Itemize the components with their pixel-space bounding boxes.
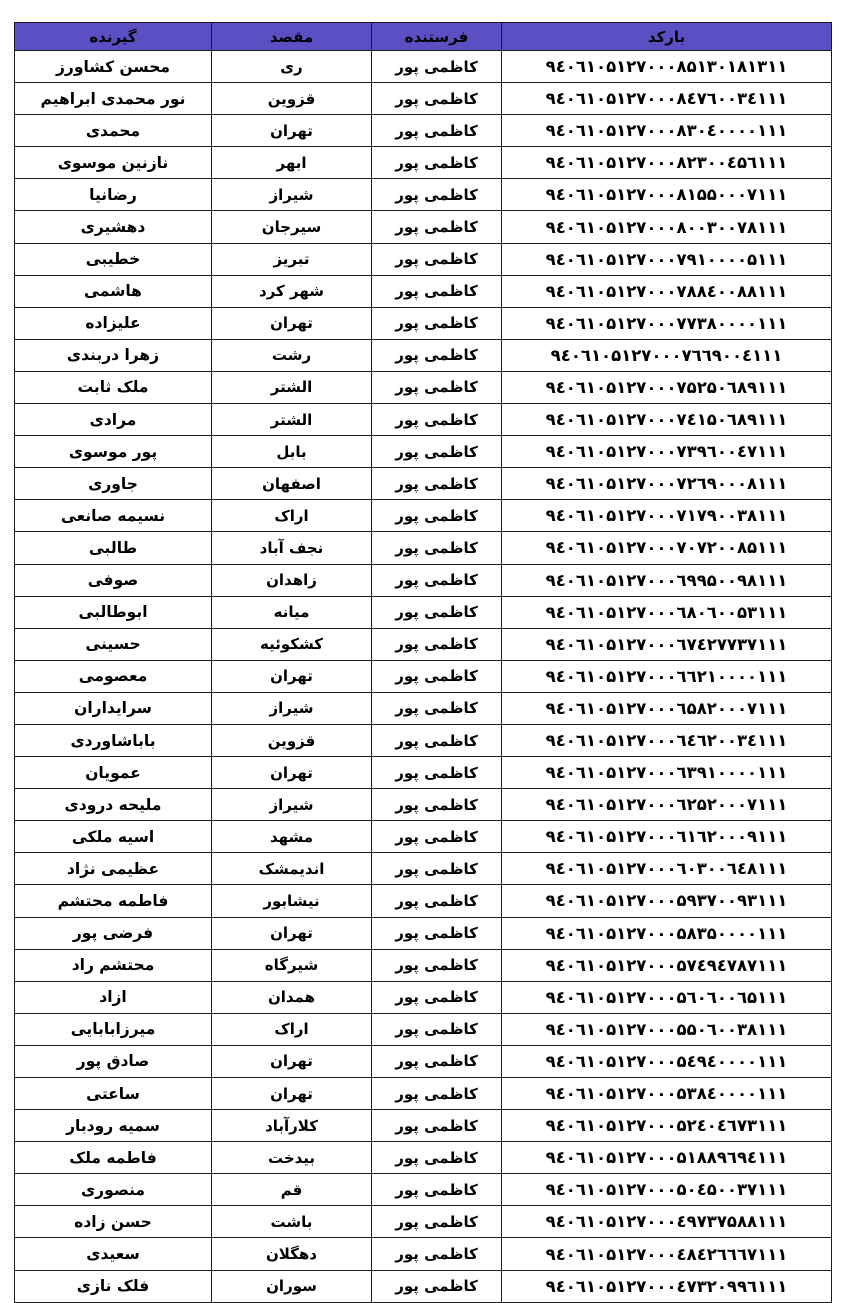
cell-destination: بابل bbox=[212, 436, 372, 468]
cell-sender: کاظمی پور bbox=[372, 981, 502, 1013]
cell-barcode: ۹٤۰٦۱۰۵۱۲۷۰۰۰٦٤٦۲۰۰۳٤۱۱۱ bbox=[502, 724, 832, 756]
table-row bbox=[15, 981, 832, 1013]
cell-barcode: ۹٤۰٦۱۰۵۱۲۷۰۰۰٧٧۳۸۰۰۰۰۱۱۱ bbox=[502, 307, 832, 339]
cell-recipient: حسینی bbox=[15, 628, 212, 660]
cell-barcode: ۹٤۰٦۱۰۵۱۲۷۰۰۰٦۱٦۲۰۰۰۹۱۱۱ bbox=[502, 821, 832, 853]
cell-barcode: ۹٤۰٦۱۰۵۱۲۷۰۰۰٧۲٦۹۰۰۰۸۱۱۱ bbox=[502, 468, 832, 500]
cell-sender: کاظمی پور bbox=[372, 500, 502, 532]
cell-sender: کاظمی پور bbox=[372, 1238, 502, 1270]
cell-sender: کاظمی پور bbox=[372, 147, 502, 179]
cell-sender: کاظمی پور bbox=[372, 83, 502, 115]
table-row bbox=[15, 307, 832, 339]
cell-sender: کاظمی پور bbox=[372, 1078, 502, 1110]
cell-sender: کاظمی پور bbox=[372, 532, 502, 564]
cell-barcode: ۹٤۰٦۱۰۵۱۲۷۰۰۰٧٦٦۹۰۰٤۱۱۱ bbox=[502, 339, 832, 371]
cell-recipient: فاطمه محتشم bbox=[15, 885, 212, 917]
cell-sender: کاظمی پور bbox=[372, 564, 502, 596]
cell-recipient: محتشم راد bbox=[15, 949, 212, 981]
cell-sender: کاظمی پور bbox=[372, 821, 502, 853]
cell-destination: شهر کرد bbox=[212, 275, 372, 307]
table-row bbox=[15, 243, 832, 275]
cell-destination: رشت bbox=[212, 339, 372, 371]
table-row bbox=[15, 1045, 832, 1077]
cell-destination: الشتر bbox=[212, 371, 372, 403]
table-row bbox=[15, 1110, 832, 1142]
cell-sender: کاظمی پور bbox=[372, 243, 502, 275]
table-row bbox=[15, 660, 832, 692]
cell-sender: کاظمی پور bbox=[372, 1013, 502, 1045]
cell-barcode: ۹٤۰٦۱۰۵۱۲۷۰۰۰۵۸۳۵۰۰۰۰۱۱۱ bbox=[502, 917, 832, 949]
cell-destination: تهران bbox=[212, 1045, 372, 1077]
cell-barcode: ۹٤۰٦۱۰۵۱۲۷۰۰۰۸۲۳۰۰٤۵٦۱۱۱ bbox=[502, 147, 832, 179]
cell-barcode: ۹٤۰٦۱۰۵۱۲۷۰۰۰٧۱٧۹۰۰۳۸۱۱۱ bbox=[502, 500, 832, 532]
table-row bbox=[15, 532, 832, 564]
cell-destination: ری bbox=[212, 51, 372, 83]
cell-destination: تهران bbox=[212, 917, 372, 949]
table-row bbox=[15, 339, 832, 371]
table-row bbox=[15, 853, 832, 885]
cell-destination: سوران bbox=[212, 1270, 372, 1302]
cell-recipient: ساعتی bbox=[15, 1078, 212, 1110]
cell-sender: کاظمی پور bbox=[372, 307, 502, 339]
cell-sender: کاظمی پور bbox=[372, 211, 502, 243]
cell-recipient: عظیمی نژاد bbox=[15, 853, 212, 885]
column-header-barcode: بارکد bbox=[502, 23, 832, 51]
cell-recipient: رضانیا bbox=[15, 179, 212, 211]
cell-sender: کاظمی پور bbox=[372, 1270, 502, 1302]
cell-destination: اراک bbox=[212, 1013, 372, 1045]
cell-sender: کاظمی پور bbox=[372, 468, 502, 500]
cell-sender: کاظمی پور bbox=[372, 1206, 502, 1238]
cell-recipient: میرزابابایی bbox=[15, 1013, 212, 1045]
cell-barcode: ۹٤۰٦۱۰۵۱۲۷۰۰۰۸۰۰۳۰۰٧۸۱۱۱ bbox=[502, 211, 832, 243]
cell-barcode: ۹٤۰٦۱۰۵۱۲۷۰۰۰۵۱۸۸۹٦۹٤۱۱۱ bbox=[502, 1142, 832, 1174]
cell-sender: کاظمی پور bbox=[372, 724, 502, 756]
cell-recipient: سمیه رودبار bbox=[15, 1110, 212, 1142]
cell-recipient: ازاد bbox=[15, 981, 212, 1013]
cell-sender: کاظمی پور bbox=[372, 371, 502, 403]
cell-destination: زاهدان bbox=[212, 564, 372, 596]
cell-sender: کاظمی پور bbox=[372, 853, 502, 885]
table-row bbox=[15, 1174, 832, 1206]
cell-barcode: ۹٤۰٦۱۰۵۱۲۷۰۰۰۵٧٤۹٤٧۸٧۱۱۱ bbox=[502, 949, 832, 981]
cell-recipient: طالبی bbox=[15, 532, 212, 564]
cell-recipient: ملک ثابت bbox=[15, 371, 212, 403]
cell-destination: اندیمشک bbox=[212, 853, 372, 885]
cell-recipient: اسیه ملکی bbox=[15, 821, 212, 853]
shipments-table bbox=[14, 22, 832, 1303]
cell-barcode: ۹٤۰٦۱۰۵۱۲۷۰۰۰٧۵۲۵۰٦۸۹۱۱۱ bbox=[502, 371, 832, 403]
cell-barcode: ۹٤۰٦۱۰۵۱۲۷۰۰۰۸٤٧٦۰۰۳٤۱۱۱ bbox=[502, 83, 832, 115]
cell-barcode: ۹٤۰٦۱۰۵۱۲۷۰۰۰٤۹٧۳٧۵۸۸۱۱۱ bbox=[502, 1206, 832, 1238]
cell-destination: نجف آباد bbox=[212, 532, 372, 564]
table-row bbox=[15, 115, 832, 147]
cell-barcode: ۹٤۰٦۱۰۵۱۲۷۰۰۰۵۳۸٤۰۰۰۰۱۱۱ bbox=[502, 1078, 832, 1110]
table-row bbox=[15, 885, 832, 917]
cell-recipient: عمویان bbox=[15, 757, 212, 789]
table-row bbox=[15, 757, 832, 789]
table-row bbox=[15, 179, 832, 211]
cell-barcode: ۹٤۰٦۱۰۵۱۲۷۰۰۰٦٦۲۱۰۰۰۰۱۱۱ bbox=[502, 660, 832, 692]
cell-destination: مشهد bbox=[212, 821, 372, 853]
cell-recipient: مرادی bbox=[15, 404, 212, 436]
cell-destination: دهگلان bbox=[212, 1238, 372, 1270]
column-header-recipient: گیرنده bbox=[15, 23, 212, 51]
table-row bbox=[15, 51, 832, 83]
cell-destination: نیشابور bbox=[212, 885, 372, 917]
cell-barcode: ۹٤۰٦۱۰۵۱۲۷۰۰۰۵۹۳٧۰۰۹۳۱۱۱ bbox=[502, 885, 832, 917]
table-row bbox=[15, 500, 832, 532]
cell-destination: همدان bbox=[212, 981, 372, 1013]
cell-sender: کاظمی پور bbox=[372, 757, 502, 789]
cell-recipient: فرضی پور bbox=[15, 917, 212, 949]
cell-barcode: ۹٤۰٦۱۰۵۱۲۷۰۰۰۸۳۰٤۰۰۰۰۱۱۱ bbox=[502, 115, 832, 147]
cell-destination: قزوین bbox=[212, 83, 372, 115]
cell-barcode: ۹٤۰٦۱۰۵۱۲۷۰۰۰٧۳۹٦۰۰٤٧۱۱۱ bbox=[502, 436, 832, 468]
cell-recipient: پور موسوی bbox=[15, 436, 212, 468]
cell-sender: کاظمی پور bbox=[372, 692, 502, 724]
cell-sender: کاظمی پور bbox=[372, 628, 502, 660]
table-row bbox=[15, 371, 832, 403]
cell-destination: تهران bbox=[212, 757, 372, 789]
cell-recipient: باباشاوردی bbox=[15, 724, 212, 756]
cell-barcode: ۹٤۰٦۱۰۵۱۲۷۰۰۰۸۵۱۳۰۱۸۱۳۱۱ bbox=[502, 51, 832, 83]
cell-barcode: ۹٤۰٦۱۰۵۱۲۷۰۰۰٦۹۹۵۰۰۹۸۱۱۱ bbox=[502, 564, 832, 596]
cell-recipient: خطیبی bbox=[15, 243, 212, 275]
cell-sender: کاظمی پور bbox=[372, 1045, 502, 1077]
cell-sender: کاظمی پور bbox=[372, 1110, 502, 1142]
table-row bbox=[15, 724, 832, 756]
table-row bbox=[15, 917, 832, 949]
table-row bbox=[15, 1270, 832, 1302]
cell-barcode: ۹٤۰٦۱۰۵۱۲۷۰۰۰۵٦۰٦۰۰٦۵۱۱۱ bbox=[502, 981, 832, 1013]
cell-destination: تهران bbox=[212, 660, 372, 692]
cell-recipient: نور محمدی ابراهیم bbox=[15, 83, 212, 115]
cell-recipient: معصومی bbox=[15, 660, 212, 692]
cell-barcode: ۹٤۰٦۱۰۵۱۲۷۰۰۰۵٤۹٤۰۰۰۰۱۱۱ bbox=[502, 1045, 832, 1077]
cell-destination: ابهر bbox=[212, 147, 372, 179]
cell-sender: کاظمی پور bbox=[372, 660, 502, 692]
table-row bbox=[15, 211, 832, 243]
cell-destination: سیرجان bbox=[212, 211, 372, 243]
cell-destination: تبریز bbox=[212, 243, 372, 275]
cell-sender: کاظمی پور bbox=[372, 179, 502, 211]
cell-sender: کاظمی پور bbox=[372, 789, 502, 821]
cell-destination: شیراز bbox=[212, 789, 372, 821]
table-row bbox=[15, 436, 832, 468]
cell-recipient: نسیمه صانعی bbox=[15, 500, 212, 532]
cell-barcode: ۹٤۰٦۱۰۵۱۲۷۰۰۰۵۲٤۰٤٦٧۳۱۱۱ bbox=[502, 1110, 832, 1142]
cell-destination: باشت bbox=[212, 1206, 372, 1238]
cell-barcode: ۹٤۰٦۱۰۵۱۲۷۰۰۰٦٧٤۲٧٧۳٧۱۱۱ bbox=[502, 628, 832, 660]
cell-barcode: ۹٤۰٦۱۰۵۱۲۷۰۰۰۵۰٤۵۰۰۳٧۱۱۱ bbox=[502, 1174, 832, 1206]
cell-destination: شیراز bbox=[212, 179, 372, 211]
cell-barcode: ۹٤۰٦۱۰۵۱۲۷۰۰۰٦۲۵۲۰۰۰٧۱۱۱ bbox=[502, 789, 832, 821]
cell-destination: قزوین bbox=[212, 724, 372, 756]
cell-sender: کاظمی پور bbox=[372, 51, 502, 83]
cell-destination: تهران bbox=[212, 1078, 372, 1110]
cell-barcode: ۹٤۰٦۱۰۵۱۲۷۰۰۰٧۰٧۲۰۰۸۵۱۱۱ bbox=[502, 532, 832, 564]
table-row bbox=[15, 596, 832, 628]
cell-barcode: ۹٤۰٦۱۰۵۱۲۷۰۰۰٦۳۹۱۰۰۰۰۱۱۱ bbox=[502, 757, 832, 789]
table-row bbox=[15, 83, 832, 115]
cell-barcode: ۹٤۰٦۱۰۵۱۲۷۰۰۰٤۸٤۲٦٦٦٧۱۱۱ bbox=[502, 1238, 832, 1270]
cell-barcode: ۹٤۰٦۱۰۵۱۲۷۰۰۰٦۰۳۰۰٦٤۸۱۱۱ bbox=[502, 853, 832, 885]
cell-sender: کاظمی پور bbox=[372, 404, 502, 436]
table-body bbox=[15, 51, 832, 1303]
table-row bbox=[15, 1238, 832, 1270]
cell-barcode: ۹٤۰٦۱۰۵۱۲۷۰۰۰٦۸۰٦۰۰۵۳۱۱۱ bbox=[502, 596, 832, 628]
cell-sender: کاظمی پور bbox=[372, 1142, 502, 1174]
header-row bbox=[15, 23, 832, 51]
cell-recipient: ابوطالبی bbox=[15, 596, 212, 628]
column-header-destination: مقصد bbox=[212, 23, 372, 51]
table-row bbox=[15, 1013, 832, 1045]
table-row bbox=[15, 692, 832, 724]
cell-recipient: نازنین موسوی bbox=[15, 147, 212, 179]
table-row bbox=[15, 1142, 832, 1174]
cell-recipient: سرایداران bbox=[15, 692, 212, 724]
cell-destination: قم bbox=[212, 1174, 372, 1206]
cell-destination: اصفهان bbox=[212, 468, 372, 500]
table-row bbox=[15, 564, 832, 596]
cell-sender: کاظمی پور bbox=[372, 436, 502, 468]
table-row bbox=[15, 628, 832, 660]
cell-recipient: سعیدی bbox=[15, 1238, 212, 1270]
cell-destination: تهران bbox=[212, 115, 372, 147]
cell-destination: الشتر bbox=[212, 404, 372, 436]
cell-recipient: محسن کشاورز bbox=[15, 51, 212, 83]
table-row bbox=[15, 789, 832, 821]
cell-recipient: دهشیری bbox=[15, 211, 212, 243]
cell-recipient: علیزاده bbox=[15, 307, 212, 339]
cell-recipient: صوفی bbox=[15, 564, 212, 596]
cell-destination: شیراز bbox=[212, 692, 372, 724]
table-row bbox=[15, 147, 832, 179]
cell-sender: کاظمی پور bbox=[372, 339, 502, 371]
cell-sender: کاظمی پور bbox=[372, 596, 502, 628]
cell-recipient: فاطمه ملک bbox=[15, 1142, 212, 1174]
cell-barcode: ۹٤۰٦۱۰۵۱۲۷۰۰۰٧۹۱۰۰۰۰۵۱۱۱ bbox=[502, 243, 832, 275]
cell-sender: کاظمی پور bbox=[372, 917, 502, 949]
cell-destination: کشکوئیه bbox=[212, 628, 372, 660]
table-row bbox=[15, 821, 832, 853]
cell-sender: کاظمی پور bbox=[372, 1174, 502, 1206]
table-row bbox=[15, 275, 832, 307]
table-row bbox=[15, 404, 832, 436]
cell-recipient: منصوری bbox=[15, 1174, 212, 1206]
table-row bbox=[15, 468, 832, 500]
cell-barcode: ۹٤۰٦۱۰۵۱۲۷۰۰۰٧۸۸٤۰۰۸۸۱۱۱ bbox=[502, 275, 832, 307]
cell-destination: شیرگاه bbox=[212, 949, 372, 981]
cell-recipient: جاوری bbox=[15, 468, 212, 500]
cell-destination: اراک bbox=[212, 500, 372, 532]
cell-sender: کاظمی پور bbox=[372, 275, 502, 307]
cell-recipient: ملیحه درودی bbox=[15, 789, 212, 821]
table-row bbox=[15, 1206, 832, 1238]
table-row bbox=[15, 1078, 832, 1110]
cell-sender: کاظمی پور bbox=[372, 115, 502, 147]
cell-destination: کلارآباد bbox=[212, 1110, 372, 1142]
cell-barcode: ۹٤۰٦۱۰۵۱۲۷۰۰۰۸۱۵۵۰۰۰٧۱۱۱ bbox=[502, 179, 832, 211]
cell-recipient: محمدی bbox=[15, 115, 212, 147]
cell-recipient: صادق پور bbox=[15, 1045, 212, 1077]
cell-recipient: حسن زاده bbox=[15, 1206, 212, 1238]
cell-barcode: ۹٤۰٦۱۰۵۱۲۷۰۰۰٤٧۳۲۰۹۹٦۱۱۱ bbox=[502, 1270, 832, 1302]
cell-destination: بیدخت bbox=[212, 1142, 372, 1174]
column-header-sender: فرستنده bbox=[372, 23, 502, 51]
cell-barcode: ۹٤۰٦۱۰۵۱۲۷۰۰۰٧٤۱۵۰٦۸۹۱۱۱ bbox=[502, 404, 832, 436]
cell-destination: میانه bbox=[212, 596, 372, 628]
cell-recipient: زهرا دربندی bbox=[15, 339, 212, 371]
cell-sender: کاظمی پور bbox=[372, 949, 502, 981]
table-header bbox=[15, 23, 832, 51]
cell-recipient: هاشمی bbox=[15, 275, 212, 307]
table-row bbox=[15, 949, 832, 981]
cell-recipient: فلک نازی bbox=[15, 1270, 212, 1302]
cell-sender: کاظمی پور bbox=[372, 885, 502, 917]
cell-barcode: ۹٤۰٦۱۰۵۱۲۷۰۰۰٦۵۸۲۰۰۰٧۱۱۱ bbox=[502, 692, 832, 724]
cell-barcode: ۹٤۰٦۱۰۵۱۲۷۰۰۰۵۵۰٦۰۰۳۸۱۱۱ bbox=[502, 1013, 832, 1045]
cell-destination: تهران bbox=[212, 307, 372, 339]
